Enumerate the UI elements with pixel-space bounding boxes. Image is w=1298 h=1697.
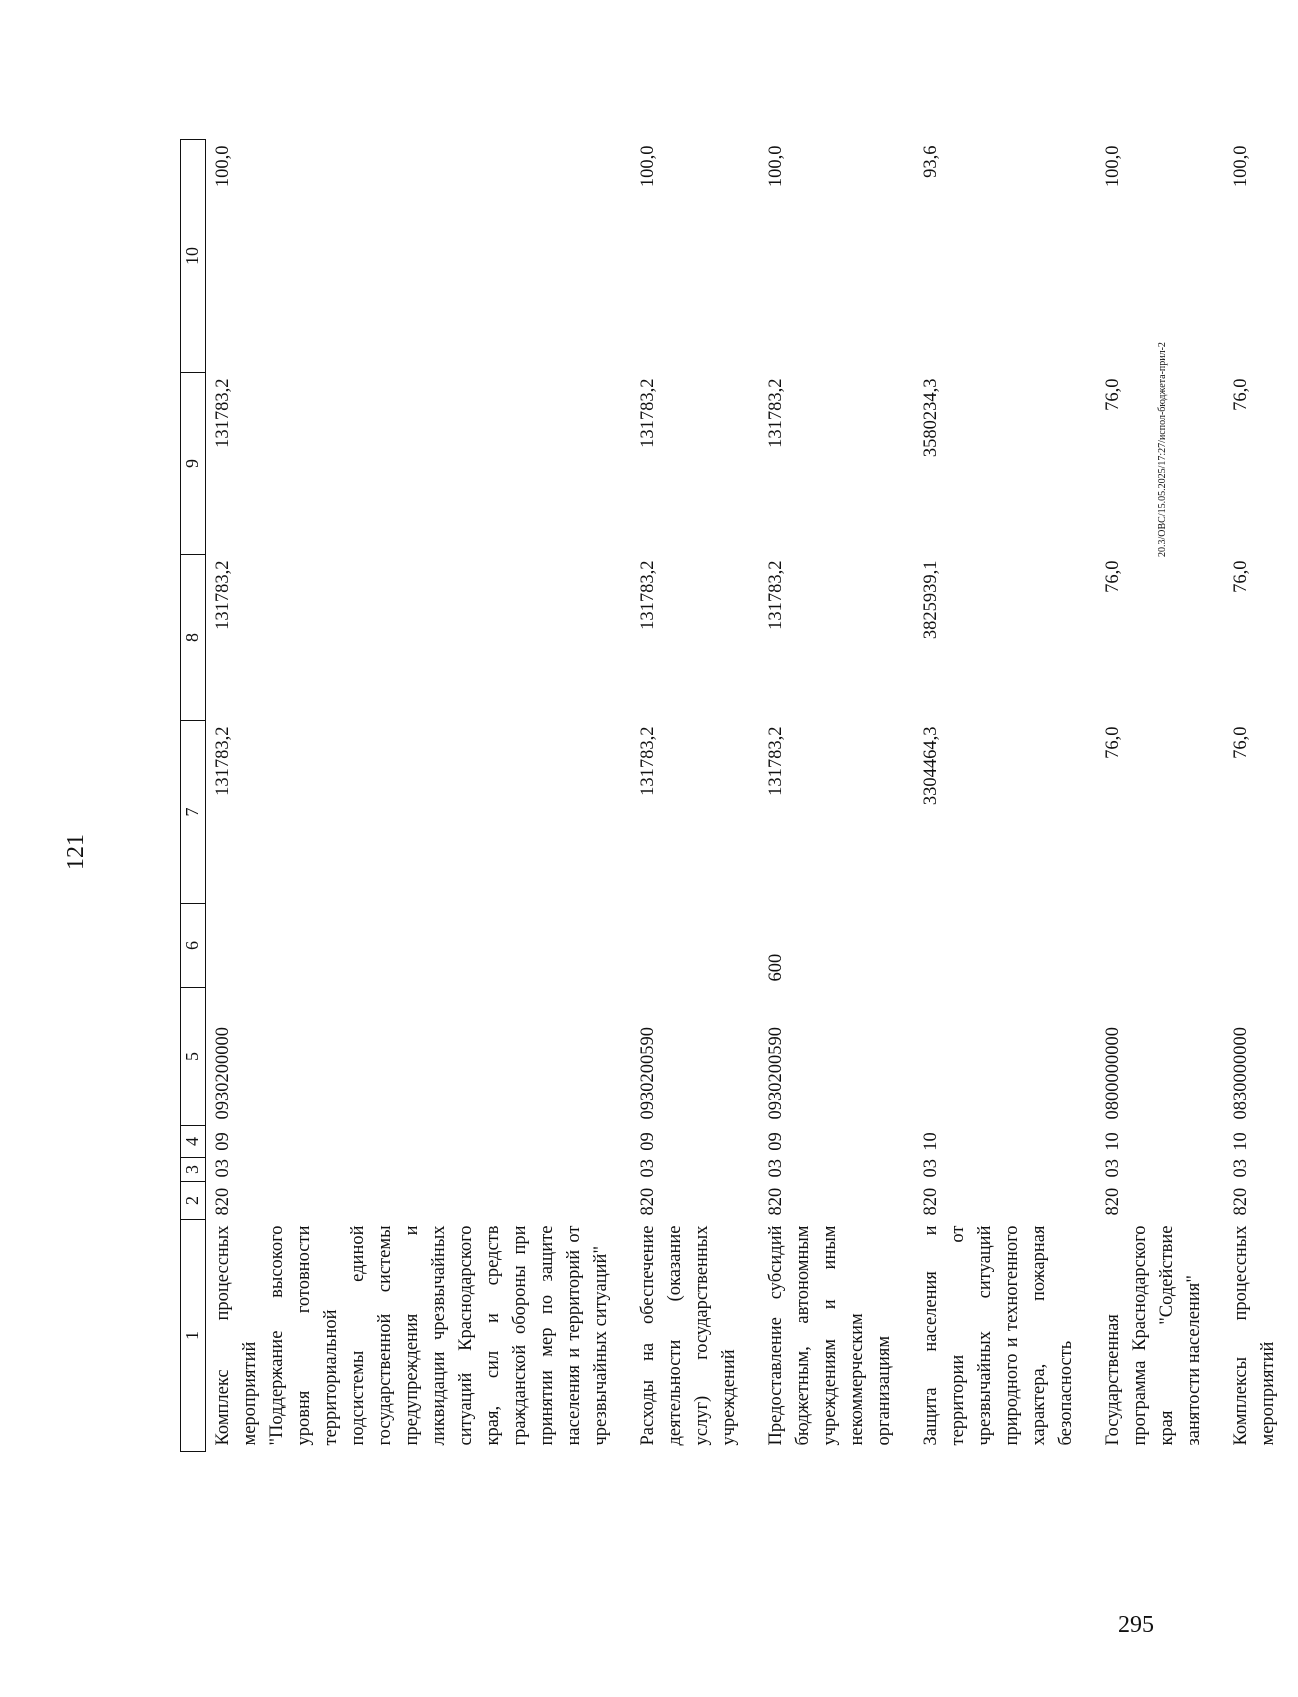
cell-col6: 0800000000 bbox=[1103, 1027, 1123, 1120]
cell-col6: 0930200000 bbox=[213, 1027, 233, 1120]
col-number-1: 1 bbox=[181, 1220, 206, 1452]
col-number-7: 7 bbox=[181, 721, 206, 904]
cell-col6: 0930200590 bbox=[766, 1027, 786, 1120]
header-row bbox=[181, 140, 206, 1452]
footer-code: 20.3/ОВС/15.05.2025/17:27/испол-бюджета-прил-2 bbox=[1157, 342, 1168, 557]
cell-col7 bbox=[206, 904, 632, 988]
cell-col4: 03 bbox=[766, 1159, 786, 1178]
cell-col3: 820 bbox=[638, 1187, 658, 1216]
cell-col8: 131783,2 bbox=[638, 726, 658, 796]
cell-col10: 3580234,3 bbox=[921, 378, 941, 458]
cell-col5: 10 bbox=[921, 1132, 941, 1151]
cell-col4: 03 bbox=[638, 1159, 658, 1178]
table-row bbox=[631, 140, 759, 1452]
cell-col3: 820 bbox=[921, 1187, 941, 1216]
cell-col4: 03 bbox=[213, 1159, 233, 1178]
table-row bbox=[206, 140, 632, 1452]
row-name: Защита населения и территории от чрезвычайных ситуаций природного и техногенного характера, пожарная безопасность bbox=[921, 1225, 1076, 1446]
cell-col4: 03 bbox=[1103, 1159, 1123, 1178]
cell-col10: 76,0 bbox=[1103, 378, 1123, 411]
row-name: Предоставление субсидий бюджетным, автономным учреждениям и иным некоммерческим организациям bbox=[766, 1225, 894, 1446]
cell-col5: 10 bbox=[1103, 1132, 1123, 1151]
cell-col11: 100,0 bbox=[638, 145, 658, 188]
cell-col9: 76,0 bbox=[1103, 560, 1123, 593]
cell-col3: 820 bbox=[213, 1187, 233, 1216]
cell-col8: 76,0 bbox=[1231, 726, 1251, 759]
cell-col11: 100,0 bbox=[766, 145, 786, 188]
cell-col11: 100,0 bbox=[213, 145, 233, 188]
cell-col10: 76,0 bbox=[1231, 378, 1251, 411]
table-row bbox=[1096, 140, 1224, 1452]
cell-col11: 93,6 bbox=[921, 145, 941, 178]
page-number-bottom: 295 bbox=[1118, 1612, 1154, 1638]
row-name: Государственная программа Краснодарского края "Содействие занятости населения" bbox=[1103, 1225, 1204, 1446]
table-row bbox=[759, 140, 914, 1452]
cell-col9: 3825939,1 bbox=[921, 560, 941, 640]
row-name: Расходы на обеспечение деятельности (оказание услуг) государственных учреждений bbox=[638, 1225, 739, 1446]
col-number-6: 6 bbox=[181, 904, 206, 988]
cell-col9: 131783,2 bbox=[213, 560, 233, 630]
cell-col4: 03 bbox=[1231, 1159, 1251, 1178]
cell-col3: 820 bbox=[1103, 1187, 1123, 1216]
cell-col10: 131783,2 bbox=[638, 378, 658, 448]
cell-col5: 09 bbox=[638, 1132, 658, 1151]
cell-col3: 820 bbox=[766, 1187, 786, 1216]
cell-col9: 76,0 bbox=[1231, 560, 1251, 593]
page-number-top: 121 bbox=[63, 834, 89, 870]
col-number-3: 3 bbox=[181, 1158, 206, 1182]
cell-col7 bbox=[914, 904, 1096, 988]
cell-col5: 09 bbox=[213, 1132, 233, 1151]
row-name: Комплекс процессных мероприятий "Поддержание высокого уровня готовности территориальной подсистемы единой государственной системы предупреждения и ликвидации чрезвычайных ситуаций Краснодарского края, сил и средств гражданской обороны при принятии мер по защите населения и территорий от чрезвычайных ситуаций" bbox=[213, 1225, 611, 1446]
cell-col9: 131783,2 bbox=[638, 560, 658, 630]
cell-col5: 10 bbox=[1231, 1132, 1251, 1151]
cell-col8: 131783,2 bbox=[213, 726, 233, 796]
col-number-4: 4 bbox=[181, 1126, 206, 1158]
cell-col9: 131783,2 bbox=[766, 560, 786, 630]
budget-table bbox=[180, 139, 1298, 1452]
cell-col8: 76,0 bbox=[1103, 726, 1123, 759]
cell-col10: 131783,2 bbox=[766, 378, 786, 448]
row-name: Комплексы процессных мероприятий bbox=[1231, 1225, 1278, 1446]
cell-col7: 600 bbox=[766, 953, 786, 982]
table-row bbox=[1224, 140, 1298, 1452]
col-number-8: 8 bbox=[181, 555, 206, 721]
cell-col6: 0830000000 bbox=[1231, 1027, 1251, 1120]
col-number-9: 9 bbox=[181, 373, 206, 555]
cell-col4: 03 bbox=[921, 1159, 941, 1178]
cell-col8: 131783,2 bbox=[766, 726, 786, 796]
cell-col7 bbox=[1224, 904, 1298, 988]
cell-col3: 820 bbox=[1231, 1187, 1251, 1216]
col-number-10: 10 bbox=[181, 140, 206, 373]
table-row bbox=[914, 140, 1096, 1452]
cell-col5: 09 bbox=[766, 1132, 786, 1151]
cell-col6: 0930200590 bbox=[638, 1027, 658, 1120]
cell-col11: 100,0 bbox=[1103, 145, 1123, 188]
col-number-2: 2 bbox=[181, 1182, 206, 1220]
cell-col11: 100,0 bbox=[1231, 145, 1251, 188]
col-number-5: 5 bbox=[181, 988, 206, 1126]
cell-col7 bbox=[1096, 904, 1224, 988]
cell-col10: 131783,2 bbox=[213, 378, 233, 448]
cell-col6 bbox=[914, 988, 1096, 1126]
cell-col8: 3304464,3 bbox=[921, 726, 941, 806]
cell-col7 bbox=[631, 904, 759, 988]
